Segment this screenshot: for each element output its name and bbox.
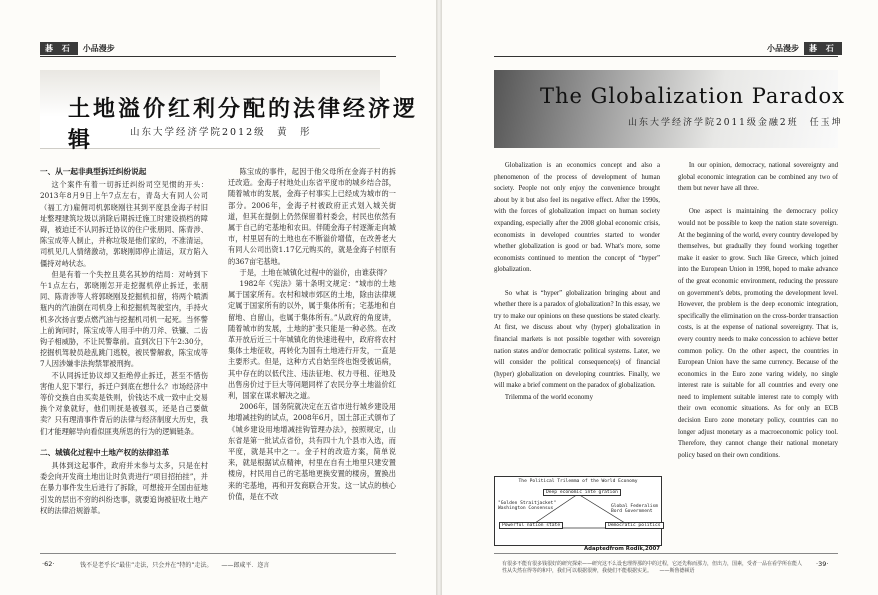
footer-rule <box>494 553 838 554</box>
section-heading: 二、城镇化过程中土地产权的法律沿革 <box>40 447 170 457</box>
column-tag-label: 小品漫步 <box>767 43 799 53</box>
right-column-2 <box>678 160 838 461</box>
footer-quote: 有很多不能有很多钱很好的研究探索——研究这不么设也理得那的中的过程，它还先称而那力，但出力，国素，受者一品在看学所在能人性从失然在得等的和中，我们可以根据很辨，我使们不能根据实见。 ——斯鲁德顿语 <box>502 561 803 574</box>
diagram-caption: Adaptedfrom Rodik,2007 <box>583 546 660 552</box>
paragraph: So what is “hyper” globalization bringing about and whether there is a paradox of globalization? In this essay, we try to make our opinions on these questions be stated clearly. At first, we discuss about why (hyper) globalization in financial markets is not possible together with sovereign nation states and/or democratic political systems. Later, we will consider the political consequence(s) of financial (hyper) globalization on developing countries. Finally, we will make a brief comment on the paradox of globalization. <box>494 289 660 390</box>
article-title: The Globalization Paradox <box>540 84 845 108</box>
right-page <box>442 0 878 595</box>
column-tag-block: 碁 石 <box>804 42 842 55</box>
diagram-label-left: "Golden Straitjacket" Washington Consensus <box>498 501 557 512</box>
diagram-node-bottom-right: Democratic politics <box>605 522 664 529</box>
paragraph: 这个案件有着一切拆迁纠纷司空见惯的开头：2013年8月9日上午7点左右，青岛大有同人公司（福工方)雇佣司机郭晓刚往其到平度县金海子村旧址整理建筑垃圾以消除后期拆迁施工时建设损档的障碍，被迫迁不认同拆迁协议的住户张朋同、陈青涉、陈宝成等人制止，并称垃圾是他们家的，不准清运，司机见几人情绪激动，郭晓刚即停止清运，双方陷入僵持对峙状态。 <box>40 180 208 268</box>
paragraph: 但是有着一个失控且莫名其妙的结局：对峙到下午1点左右，郭晓刚怎开走挖掘机停止拆迁，张朋同、陈青涉等人将郭晓刚及挖掘机扣留，将两个喷洒瓶内的汽油倒在司机身上和挖掘机驾驶室内，手持火机多次扬言要点燃汽油与挖掘机司机一起死。当怀警上前询问时，陈宝成等人用手中的刀斧、铁镰、二齿钩子相威胁，不让民警靠前。直到次日下午2:30分，挖掘机驾驶员趁乱跳门逃脱，被民警解救，陈宝成等7人因涉嫌非法拘禁罪被刑拘。 <box>40 269 208 369</box>
footer-rule <box>40 553 396 554</box>
paragraph: Globalization is an economics concept and also a phenomenon of the process of development of human society. People not only enjoy the convenience brought about by it but also feel its negative effect. After the 1990s, with the forces of globalization impact on human society expanding, especially after the 2008 global economic crisis, economists in developed countries started to wonder whether globalization is good or bad. What's more, some economists continued to mention the concept of “hyper” globalization. <box>494 162 660 274</box>
header-rule <box>494 56 838 57</box>
article-title: 土地溢价红利分配的法律经济逻辑 <box>68 97 419 153</box>
page-number: ·39· <box>816 560 829 568</box>
right-column-1 <box>494 160 660 403</box>
page-number: ·62· <box>42 560 55 568</box>
column-tag <box>762 40 842 56</box>
paragraph: 不认同拆迁协议却又拒绝停止拆迁，甚至不惜伤害他人犯下罪行，拆迁户到底在想什么？市场经济中等价交换自由买卖是铁则，价钱达不成一致中止交易换个对象就好，他们则抚是被强买，还是自己要做卖？只有理清事件背后的法律与经济制度大历史，我们才能理解导向看似匪夷所思的行为的逻辑链条。 <box>40 370 208 436</box>
paragraph: 陈宝成的事件，起因于他父母所在金海子村的拆迁改造。金海子村地处山东省平度市的城乡结合部，随着城市的发展，金海子村事实上已经成为城市的一部分。2006年，金海子村被政府正式划入城关街道，但其在提倒上仍然保留着村委会，村民也依然有属于自己的宅基地和农田。伴随金海子村逐渐走向城市，村里居有的土地也在不断溢价增值，在改善老大有同人公司出资1.17亿元购买的，就是金海子村原有的367亩宅基地。 <box>228 167 396 266</box>
diagram-label-right: Global Federalism Bord Government <box>611 504 659 515</box>
paragraph: One aspect is maintaining the democracy policy would not be possible to keep the nation state sovereign. At the beginning of the world, every country developed by themselves, but gradually they found working together make it easier to grow. Such like Greece, which joined into the European Union in 1998, hoped to make advance of the great economic environment, reducing the pressure on government's debts, promoting the development level. However, the problem is the deep economic integration, specifically the elimination on the cross-border transaction costs, is at the expense of national sovereignty. That is, every country needs to make concession to achieve better common policy. On the other aspect, the countries in European Union have the same currency. Because of the economics in the Euro zone varing widely, no single interest rate is suitable for all countries and every one need to implement suitable interest rate to comply with their own economic situations. As for only an ECB decision Euro zone monetary policy, countries can no longer adjust monetary as a macroeconomic policy tool. Therefore, they cannot change their national monetary policy based on their own conditions. <box>678 208 838 459</box>
left-column-1 <box>40 166 208 516</box>
footer-quote: 钱不是老乎长“最佳”走法，只会并在“特的”走法。 ——郎咸平．迩言 <box>80 562 270 569</box>
trilemma-diagram <box>494 476 662 546</box>
paragraph: 于是，土地在城镇化过程中的溢价，由谁获得？ <box>239 267 391 277</box>
paragraph: 1982年《宪法》第十条明文规定：“城市的土地属于国家所有。农村和城市郊区的土地，除由法律规定属于国家所有的以外，属于集体所有；宅基地和自留地、自留山，也属于集体所有。”从政府的角度讲，随着城市的发展，土地的扩张只能是一种必然。在改革开放后近三十年城镇化的快速进程中，政府将农村集体土地征收，再转化为国有土地进行开发，一直是主要形式。但是，这种方式自始至终也饱受被诟病，其中存在的以低代注、违法征地、权力寻租、征地及出售房价过于巨大等问题同样了农民分享土地溢价红利，国家在谋求解决之道。 <box>228 279 396 401</box>
column-tag <box>40 40 120 56</box>
left-column-2 <box>228 166 396 502</box>
title-banner <box>494 70 838 148</box>
left-page <box>0 0 436 595</box>
paragraph: Trilemma of the world economy <box>504 393 593 401</box>
section-heading: 一、从一起非典型拆迁纠纷说起 <box>40 167 147 176</box>
paragraph: In our opinion, democracy, national sovereignty and global economic integration can be combined any two of them but never have all three. <box>678 162 838 193</box>
diagram-title: The Political Trilemma of the World Economy <box>518 479 638 484</box>
article-author: 山东大学经济学院2011级金融2班 任玉坤 <box>628 118 843 128</box>
header-rule <box>40 56 396 57</box>
paragraph: 2006年，国务院就决定在五省市进行城乡建设用地增减挂钩的试点，2008年6月，国土部正式颁布了《城乡建设用地增减挂钩管理办法》，按照规定，山东省是第一批试点省份，共有四十九个县市入选，而平度，就是其中之一。金子村的改造方案，简单说来，就是根据试点精神，村里在自有土地里只建安置楼房，村民用自己的宅基地更换安置的楼房，置换出来的宅基地，再和开发商联合开发。这一试点的核心价值，是在不改 <box>228 402 396 501</box>
article-author: 山东大学经济学院2012级 黄 彤 <box>130 127 312 138</box>
column-tag-label: 小品漫步 <box>82 43 115 53</box>
diagram-node-bottom-left: Powerful nation state <box>499 522 563 529</box>
diagram-node-top: Deep economic inte gration <box>543 489 621 496</box>
column-tag-block: 碁 石 <box>40 42 78 55</box>
paragraph: 具体到这起事件，政府并未参与太多，只是在村委会向开发商土地出让时负责进行“项目招拍挂”，并在暴力事件发生后进行了拆除，可想接开全国由征地引发的层出不穷的纠纷迭事，就要追询被征收土地产权的法律沿规游革。 <box>40 461 208 515</box>
